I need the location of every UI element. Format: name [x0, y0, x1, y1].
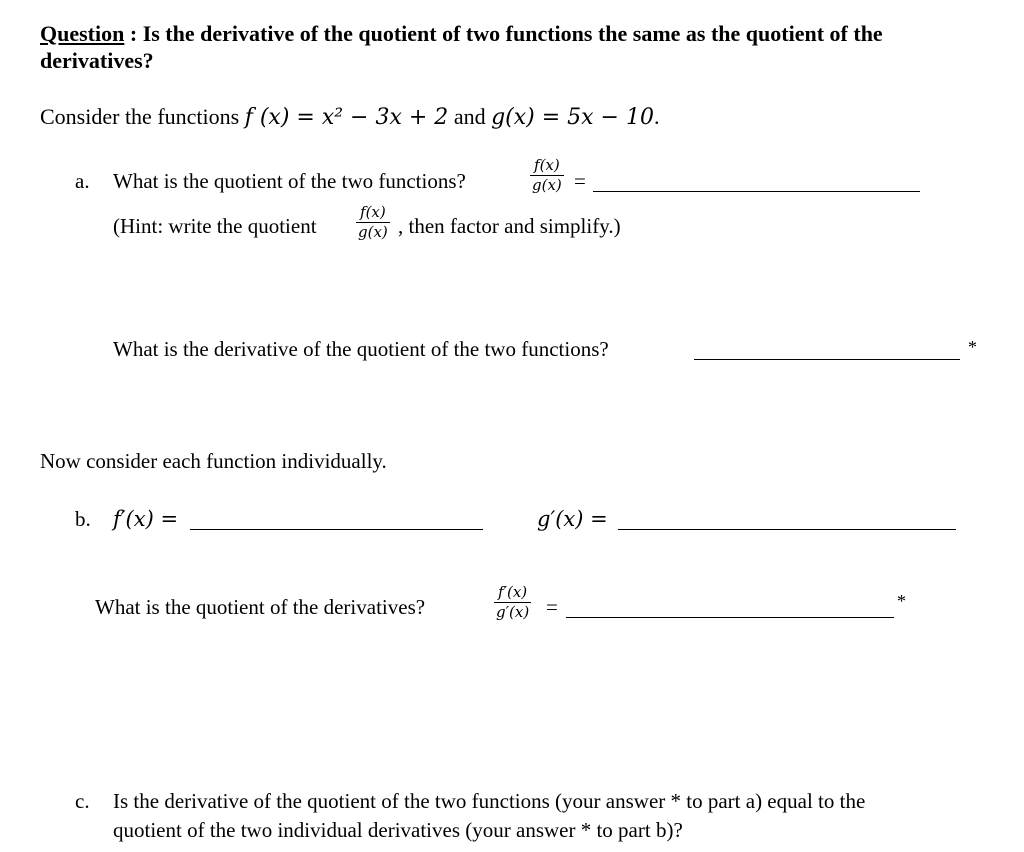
part-a-derivative-prompt: What is the derivative of the quotient of the two functions? [113, 337, 609, 361]
part-b-star: * [897, 591, 906, 611]
g-prime-label: g′(x) = [537, 507, 608, 531]
part-a-hint [113, 214, 317, 238]
f-definition: f (x) = x² − 3x + 2 [244, 105, 449, 130]
part-b-equals: = [546, 595, 558, 619]
question-text-line1: Is the derivative of the quotient of two functions the same as the quotient of the [142, 21, 883, 46]
f-prime-answer-line[interactable] [190, 509, 483, 530]
part-a-prompt: What is the quotient of the two functions? [113, 169, 466, 193]
g-definition: g(x) = 5x − 10 [491, 105, 654, 130]
part-b-marker: b. [75, 507, 91, 531]
part-c-marker: c. [75, 789, 90, 813]
part-a-quotient-answer-line[interactable] [593, 171, 920, 192]
part-b-quotient-answer-line[interactable] [566, 597, 894, 618]
part-a-star: * [968, 337, 977, 357]
part-a-equals: = [574, 169, 586, 193]
part-a-derivative-answer-line[interactable] [694, 339, 960, 360]
part-c-line1: Is the derivative of the quotient of the two functions (your answer * to part a) equal to the [113, 789, 866, 813]
part-a-fraction-numerator: f(x) [530, 158, 564, 176]
part-b-quotient-prompt: What is the quotient of the derivatives? [95, 595, 426, 619]
hint-fraction-denominator: g(x) [358, 223, 388, 241]
part-c-line2: quotient of the two individual derivatives (your answer * to part b)? [113, 818, 683, 842]
g-prime-answer-line[interactable] [618, 509, 956, 530]
question-colon: : [124, 21, 143, 46]
f-prime-label: f′(x) = [113, 507, 179, 531]
part-b-fraction-numerator: f′(x) [494, 585, 531, 603]
intro-and: and [448, 104, 492, 129]
question-label: Question [40, 21, 125, 46]
hint-fraction-numerator: f(x) [356, 205, 390, 223]
part-b-fraction-denominator: g′(x) [496, 603, 530, 621]
hint-fraction [356, 205, 390, 240]
part-b-fraction [494, 585, 531, 620]
hint-prefix: (Hint: write the quotient [113, 214, 317, 238]
question-text-line2: derivatives? [40, 48, 154, 73]
hint-suffix: , then factor and simplify.) [398, 214, 621, 238]
part-a-fraction-denominator: g(x) [532, 176, 562, 194]
intro-line [40, 104, 659, 130]
intro-prefix: Consider the functions [40, 104, 245, 129]
individual-intro: Now consider each function individually. [40, 449, 387, 473]
part-a-fraction [530, 158, 564, 193]
intro-end: . [653, 104, 660, 129]
question-heading [40, 21, 883, 46]
part-a-marker: a. [75, 169, 90, 193]
